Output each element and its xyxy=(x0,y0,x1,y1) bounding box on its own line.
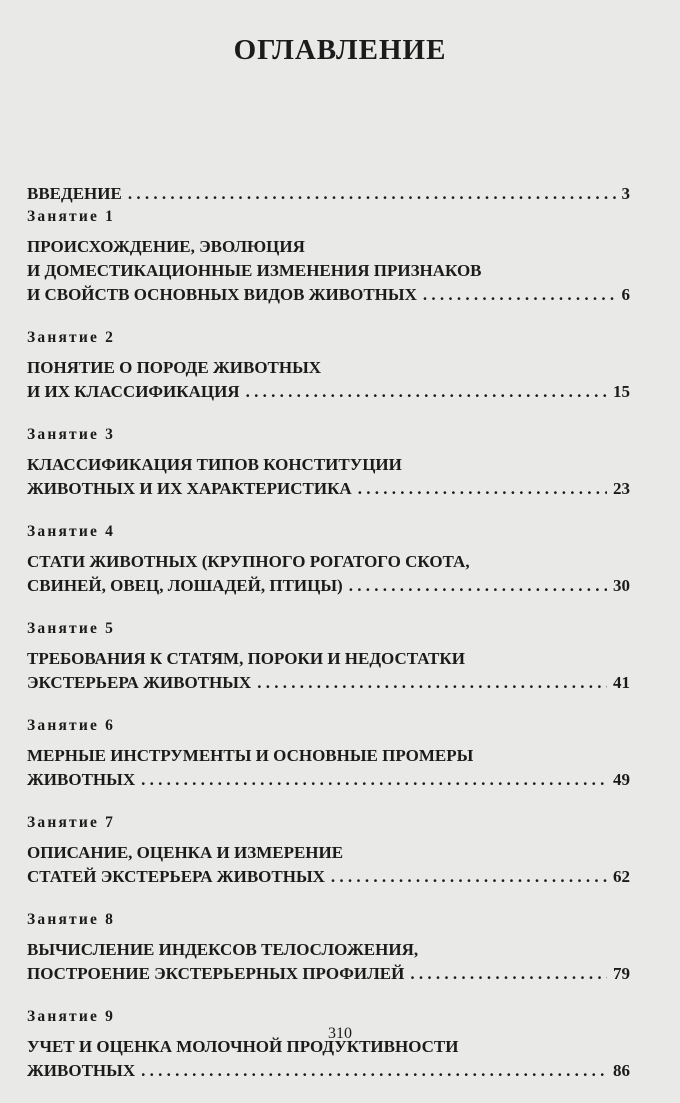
toc-entry-line xyxy=(27,671,630,695)
toc-page-number: 41 xyxy=(613,673,630,692)
leader-dots xyxy=(423,283,616,307)
toc-entry-intro[interactable] xyxy=(27,182,630,206)
toc-entry-line: И ДОМЕСТИКАЦИОННЫЕ ИЗМЕНЕНИЯ ПРИЗНАКОВ xyxy=(27,261,482,280)
lesson-label: Занятие 3 xyxy=(27,426,116,443)
toc-entry[interactable] xyxy=(27,206,630,307)
toc-page-number: 49 xyxy=(613,770,630,789)
toc-entry-line: ПРОИСХОЖДЕНИЕ, ЭВОЛЮЦИЯ xyxy=(27,237,305,256)
toc-entry-line: УЧЕТ И ОЦЕНКА МОЛОЧНОЙ ПРОДУКТИВНОСТИ xyxy=(27,1037,459,1056)
toc-page-number: 79 xyxy=(613,964,630,983)
leader-dots xyxy=(128,182,616,206)
toc-entry-text: ПОСТРОЕНИЕ ЭКСТЕРЬЕРНЫХ ПРОФИЛЕЙ xyxy=(27,964,405,983)
toc-entry-line: ТРЕБОВАНИЯ К СТАТЯМ, ПОРОКИ И НЕДОСТАТКИ xyxy=(27,649,465,668)
toc-entry-text: СТАТЕЙ ЭКСТЕРЬЕРА ЖИВОТНЫХ xyxy=(27,867,325,886)
lesson-label: Занятие 4 xyxy=(27,523,116,540)
page-number: 310 xyxy=(328,1025,352,1042)
toc-entry-text: СВИНЕЙ, ОВЕЦ, ЛОШАДЕЙ, ПТИЦЫ) xyxy=(27,576,343,595)
toc-entry-text: ВВЕДЕНИЕ xyxy=(27,184,122,203)
toc-entry[interactable] xyxy=(27,618,630,695)
leader-dots xyxy=(349,574,607,598)
leader-dots xyxy=(141,1059,607,1083)
toc-entry[interactable] xyxy=(27,424,630,501)
toc-entries xyxy=(27,206,630,1083)
toc-entry-line xyxy=(27,380,630,404)
toc-page-number: 62 xyxy=(613,867,630,886)
toc-page-number: 86 xyxy=(613,1061,630,1080)
lesson-label: Занятие 5 xyxy=(27,620,116,637)
toc-entry[interactable] xyxy=(27,327,630,404)
leader-dots xyxy=(141,768,607,792)
toc-entry-text: И ИХ КЛАССИФИКАЦИЯ xyxy=(27,382,240,401)
toc-entry-text: ЖИВОТНЫХ xyxy=(27,770,136,789)
lesson-label: Занятие 2 xyxy=(27,329,116,346)
leader-dots xyxy=(246,380,607,404)
toc-entry-text: ЖИВОТНЫХ xyxy=(27,1061,136,1080)
lesson-label: Занятие 8 xyxy=(27,911,116,928)
toc-entry-line xyxy=(27,865,630,889)
table-of-contents xyxy=(27,182,630,1103)
toc-entry-line: КЛАССИФИКАЦИЯ ТИПОВ КОНСТИТУЦИИ xyxy=(27,455,402,474)
leader-dots xyxy=(358,477,607,501)
toc-entry-line: ВЫЧИСЛЕНИЕ ИНДЕКСОВ ТЕЛОСЛОЖЕНИЯ, xyxy=(27,940,419,959)
toc-entry-line xyxy=(27,574,630,598)
toc-entry-text: ЭКСТЕРЬЕРА ЖИВОТНЫХ xyxy=(27,673,252,692)
page-title: ОГЛАВЛЕНИЕ xyxy=(233,34,447,66)
toc-entry-line xyxy=(27,962,630,986)
toc-entry-text: ЖИВОТНЫХ И ИХ ХАРАКТЕРИСТИКА xyxy=(27,479,352,498)
lesson-label: Занятие 1 xyxy=(27,208,116,225)
toc-entry[interactable] xyxy=(27,1006,630,1083)
leader-dots xyxy=(257,671,607,695)
toc-page-number: 3 xyxy=(621,184,630,203)
toc-entry[interactable] xyxy=(27,521,630,598)
toc-page-number: 30 xyxy=(613,576,630,595)
lesson-label: Занятие 6 xyxy=(27,717,116,734)
toc-entry-line xyxy=(27,768,630,792)
toc-entry[interactable] xyxy=(27,909,630,986)
toc-entry-text: И СВОЙСТВ ОСНОВНЫХ ВИДОВ ЖИВОТНЫХ xyxy=(27,285,417,304)
toc-entry-line xyxy=(27,1059,630,1083)
toc-page-number: 15 xyxy=(613,382,630,401)
lesson-label: Занятие 9 xyxy=(27,1008,116,1025)
toc-entry[interactable] xyxy=(27,812,630,889)
toc-entry-line: МЕРНЫЕ ИНСТРУМЕНТЫ И ОСНОВНЫЕ ПРОМЕРЫ xyxy=(27,746,474,765)
toc-entry-line: ОПИСАНИЕ, ОЦЕНКА И ИЗМЕРЕНИЕ xyxy=(27,843,344,862)
toc-entry-line xyxy=(27,283,630,307)
toc-page-number: 23 xyxy=(613,479,630,498)
lesson-label: Занятие 7 xyxy=(27,814,116,831)
toc-page-number: 6 xyxy=(621,285,630,304)
leader-dots xyxy=(410,962,607,986)
toc-entry-line: ПОНЯТИЕ О ПОРОДЕ ЖИВОТНЫХ xyxy=(27,358,322,377)
toc-entry-line: СТАТИ ЖИВОТНЫХ (КРУПНОГО РОГАТОГО СКОТА, xyxy=(27,552,470,571)
leader-dots xyxy=(331,865,607,889)
toc-entry[interactable] xyxy=(27,715,630,792)
toc-entry-line xyxy=(27,477,630,501)
